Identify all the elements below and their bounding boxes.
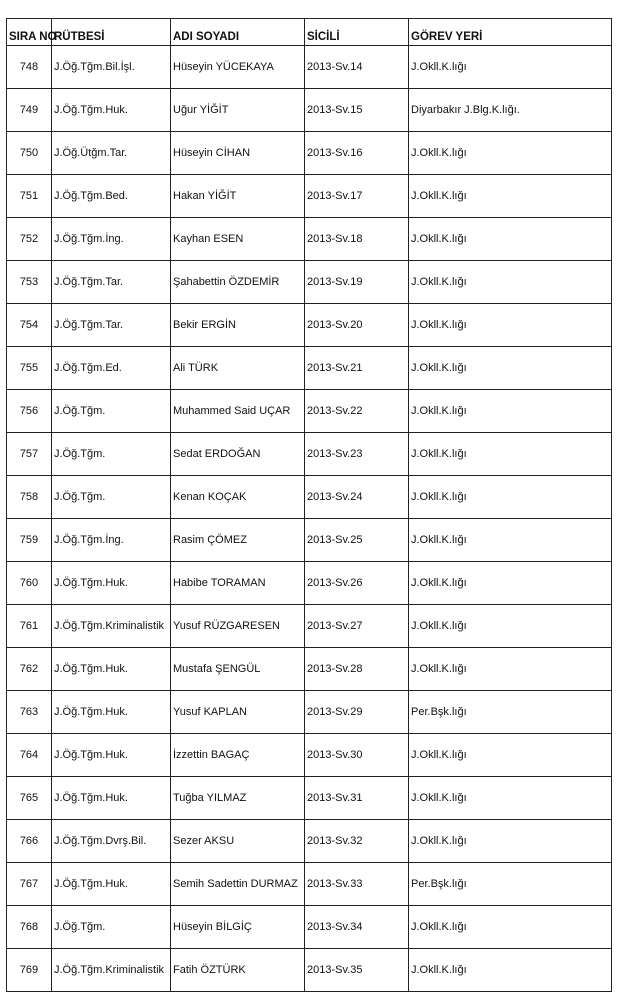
table-row	[7, 347, 612, 390]
cell-adi-soyadi: Hüseyin YÜCEKAYA	[171, 46, 305, 89]
cell-gorev-yeri: J.Okll.K.lığı	[409, 476, 612, 519]
cell-gorev-yeri: Per.Bşk.lığı	[409, 863, 612, 906]
cell-sicili: 2013-Sv.21	[305, 347, 409, 390]
table-row	[7, 261, 612, 304]
cell-sira-no: 749	[7, 89, 52, 132]
cell-adi-soyadi: Semih Sadettin DURMAZ	[171, 863, 305, 906]
cell-sira-no: 757	[7, 433, 52, 476]
header-row	[7, 19, 612, 46]
cell-sira-no: 752	[7, 218, 52, 261]
cell-adi-soyadi: İzzettin BAGAÇ	[171, 734, 305, 777]
cell-sicili: 2013-Sv.33	[305, 863, 409, 906]
header-gorev-yeri: GÖREV YERİ	[409, 19, 612, 46]
cell-gorev-yeri: J.Okll.K.lığı	[409, 562, 612, 605]
cell-rutbesi: J.Öğ.Tğm.Huk.	[52, 734, 171, 777]
cell-sicili: 2013-Sv.23	[305, 433, 409, 476]
header-adi-soyadi: ADI SOYADI	[171, 19, 305, 46]
cell-adi-soyadi: Fatih ÖZTÜRK	[171, 949, 305, 992]
cell-sicili: 2013-Sv.19	[305, 261, 409, 304]
cell-sira-no: 760	[7, 562, 52, 605]
cell-sira-no: 763	[7, 691, 52, 734]
cell-gorev-yeri: J.Okll.K.lığı	[409, 519, 612, 562]
personnel-table	[6, 18, 612, 992]
cell-adi-soyadi: Kayhan ESEN	[171, 218, 305, 261]
cell-rutbesi: J.Öğ.Tğm.Huk.	[52, 648, 171, 691]
cell-sira-no: 750	[7, 132, 52, 175]
cell-sicili: 2013-Sv.27	[305, 605, 409, 648]
cell-gorev-yeri: J.Okll.K.lığı	[409, 648, 612, 691]
cell-gorev-yeri: J.Okll.K.lığı	[409, 46, 612, 89]
cell-adi-soyadi: Uğur YİĞİT	[171, 89, 305, 132]
cell-sicili: 2013-Sv.20	[305, 304, 409, 347]
cell-gorev-yeri: J.Okll.K.lığı	[409, 820, 612, 863]
cell-rutbesi: J.Öğ.Tğm.	[52, 906, 171, 949]
cell-gorev-yeri: J.Okll.K.lığı	[409, 734, 612, 777]
cell-rutbesi: J.Öğ.Tğm.Huk.	[52, 777, 171, 820]
cell-adi-soyadi: Hakan YİĞİT	[171, 175, 305, 218]
cell-rutbesi: J.Öğ.Tğm.Huk.	[52, 89, 171, 132]
cell-adi-soyadi: Şahabettin ÖZDEMİR	[171, 261, 305, 304]
cell-gorev-yeri: J.Okll.K.lığı	[409, 433, 612, 476]
cell-rutbesi: J.Öğ.Tğm.Huk.	[52, 863, 171, 906]
cell-rutbesi: J.Öğ.Tğm.Tar.	[52, 261, 171, 304]
cell-sira-no: 764	[7, 734, 52, 777]
table-row	[7, 562, 612, 605]
cell-sicili: 2013-Sv.32	[305, 820, 409, 863]
cell-rutbesi: J.Öğ.Tğm.Huk.	[52, 562, 171, 605]
cell-sira-no: 762	[7, 648, 52, 691]
cell-sicili: 2013-Sv.17	[305, 175, 409, 218]
header-rutbesi: RÜTBESİ	[52, 19, 171, 46]
cell-sicili: 2013-Sv.31	[305, 777, 409, 820]
table-row	[7, 949, 612, 992]
cell-sira-no: 758	[7, 476, 52, 519]
table-row	[7, 46, 612, 89]
cell-adi-soyadi: Sezer AKSU	[171, 820, 305, 863]
cell-adi-soyadi: Bekir ERGİN	[171, 304, 305, 347]
cell-rutbesi: J.Öğ.Tğm.Bed.	[52, 175, 171, 218]
table-row	[7, 390, 612, 433]
table-row	[7, 89, 612, 132]
cell-sicili: 2013-Sv.34	[305, 906, 409, 949]
cell-adi-soyadi: Habibe TORAMAN	[171, 562, 305, 605]
cell-sira-no: 759	[7, 519, 52, 562]
cell-sicili: 2013-Sv.29	[305, 691, 409, 734]
cell-adi-soyadi: Mustafa ŞENGÜL	[171, 648, 305, 691]
table-row	[7, 820, 612, 863]
cell-sicili: 2013-Sv.16	[305, 132, 409, 175]
table-row	[7, 433, 612, 476]
cell-gorev-yeri: J.Okll.K.lığı	[409, 175, 612, 218]
table-row	[7, 777, 612, 820]
table-row	[7, 175, 612, 218]
cell-sicili: 2013-Sv.25	[305, 519, 409, 562]
cell-gorev-yeri: Diyarbakır J.Blg.K.lığı.	[409, 89, 612, 132]
cell-sira-no: 769	[7, 949, 52, 992]
table-row	[7, 304, 612, 347]
cell-rutbesi: J.Öğ.Tğm.Dvrş.Bil.	[52, 820, 171, 863]
cell-sicili: 2013-Sv.28	[305, 648, 409, 691]
cell-rutbesi: J.Öğ.Tğm.	[52, 390, 171, 433]
cell-sira-no: 754	[7, 304, 52, 347]
table-row	[7, 648, 612, 691]
cell-gorev-yeri: J.Okll.K.lığı	[409, 949, 612, 992]
table-row	[7, 132, 612, 175]
table-row	[7, 906, 612, 949]
cell-sicili: 2013-Sv.18	[305, 218, 409, 261]
cell-adi-soyadi: Ali TÜRK	[171, 347, 305, 390]
cell-rutbesi: J.Öğ.Tğm.Kriminalistik	[52, 949, 171, 992]
cell-rutbesi: J.Öğ.Ütğm.Tar.	[52, 132, 171, 175]
cell-gorev-yeri: J.Okll.K.lığı	[409, 777, 612, 820]
cell-sira-no: 748	[7, 46, 52, 89]
table-header	[7, 19, 612, 46]
cell-rutbesi: J.Öğ.Tğm.Kriminalistik	[52, 605, 171, 648]
table-row	[7, 476, 612, 519]
cell-rutbesi: J.Öğ.Tğm.Ed.	[52, 347, 171, 390]
cell-sira-no: 768	[7, 906, 52, 949]
cell-sira-no: 761	[7, 605, 52, 648]
cell-adi-soyadi: Muhammed Said UÇAR	[171, 390, 305, 433]
cell-adi-soyadi: Yusuf KAPLAN	[171, 691, 305, 734]
table-row	[7, 691, 612, 734]
cell-adi-soyadi: Tuğba YILMAZ	[171, 777, 305, 820]
cell-rutbesi: J.Öğ.Tğm.	[52, 433, 171, 476]
header-sira-no: SIRA NO	[7, 19, 52, 46]
cell-sira-no: 751	[7, 175, 52, 218]
table-row	[7, 734, 612, 777]
cell-adi-soyadi: Sedat ERDOĞAN	[171, 433, 305, 476]
cell-gorev-yeri: J.Okll.K.lığı	[409, 390, 612, 433]
cell-sicili: 2013-Sv.30	[305, 734, 409, 777]
cell-sira-no: 766	[7, 820, 52, 863]
table-row	[7, 605, 612, 648]
header-sicili: SİCİLİ	[305, 19, 409, 46]
cell-sira-no: 755	[7, 347, 52, 390]
cell-rutbesi: J.Öğ.Tğm.İng.	[52, 519, 171, 562]
cell-adi-soyadi: Yusuf RÜZGARESEN	[171, 605, 305, 648]
cell-gorev-yeri: Per.Bşk.lığı	[409, 691, 612, 734]
cell-gorev-yeri: J.Okll.K.lığı	[409, 261, 612, 304]
cell-sira-no: 767	[7, 863, 52, 906]
cell-gorev-yeri: J.Okll.K.lığı	[409, 605, 612, 648]
cell-adi-soyadi: Hüseyin CİHAN	[171, 132, 305, 175]
table-row	[7, 519, 612, 562]
cell-sicili: 2013-Sv.26	[305, 562, 409, 605]
cell-gorev-yeri: J.Okll.K.lığı	[409, 132, 612, 175]
cell-rutbesi: J.Öğ.Tğm.	[52, 476, 171, 519]
table-row	[7, 218, 612, 261]
cell-gorev-yeri: J.Okll.K.lığı	[409, 906, 612, 949]
cell-sicili: 2013-Sv.15	[305, 89, 409, 132]
cell-sira-no: 756	[7, 390, 52, 433]
cell-sicili: 2013-Sv.22	[305, 390, 409, 433]
cell-sira-no: 753	[7, 261, 52, 304]
cell-adi-soyadi: Kenan KOÇAK	[171, 476, 305, 519]
cell-sicili: 2013-Sv.14	[305, 46, 409, 89]
cell-gorev-yeri: J.Okll.K.lığı	[409, 304, 612, 347]
cell-sicili: 2013-Sv.24	[305, 476, 409, 519]
cell-sicili: 2013-Sv.35	[305, 949, 409, 992]
cell-rutbesi: J.Öğ.Tğm.Tar.	[52, 304, 171, 347]
cell-adi-soyadi: Hüseyin BİLGİÇ	[171, 906, 305, 949]
cell-adi-soyadi: Rasim ÇÖMEZ	[171, 519, 305, 562]
cell-gorev-yeri: J.Okll.K.lığı	[409, 218, 612, 261]
cell-gorev-yeri: J.Okll.K.lığı	[409, 347, 612, 390]
cell-sira-no: 765	[7, 777, 52, 820]
table-body	[7, 46, 612, 992]
table-row	[7, 863, 612, 906]
cell-rutbesi: J.Öğ.Tğm.Huk.	[52, 691, 171, 734]
cell-rutbesi: J.Öğ.Tğm.Bil.İşl.	[52, 46, 171, 89]
cell-rutbesi: J.Öğ.Tğm.İng.	[52, 218, 171, 261]
